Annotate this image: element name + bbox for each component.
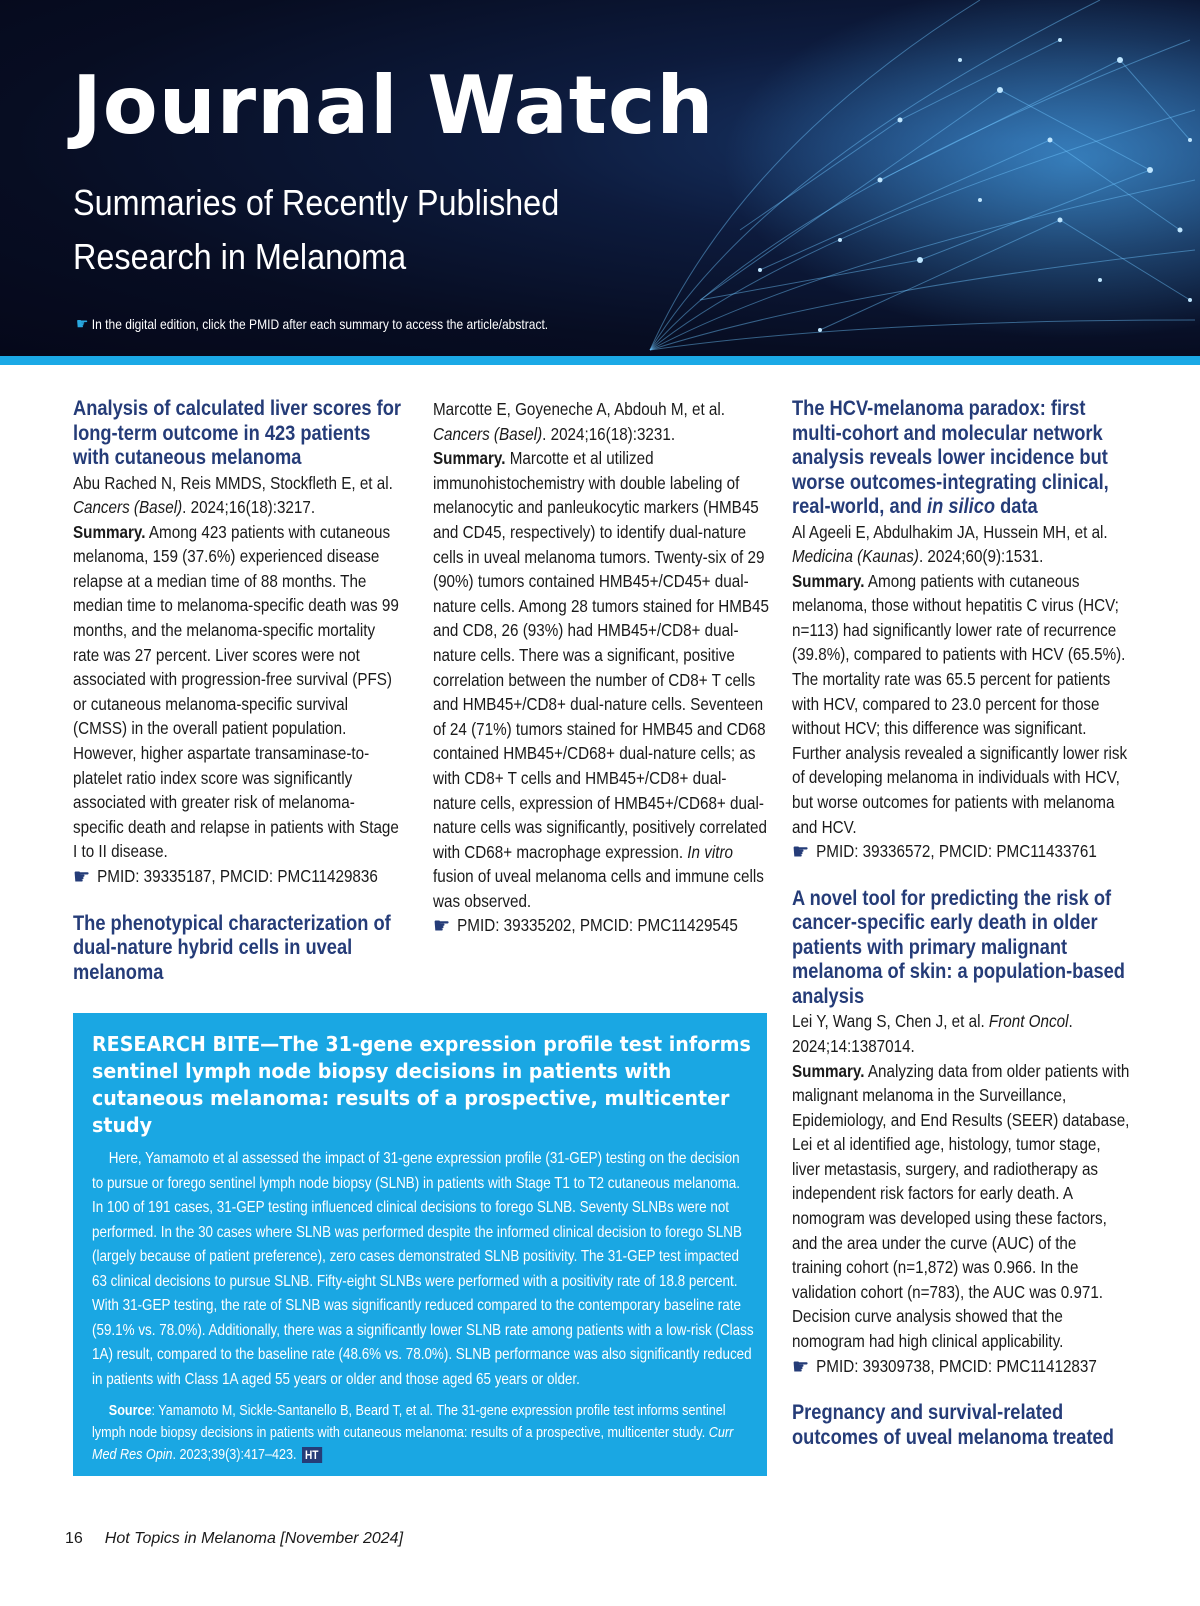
- article-2-summary-end: fusion of uveal melanoma cells and immune cells was observed.: [433, 866, 764, 911]
- digital-edition-note-text: In the digital edition, click the PMID after each summary to access the article/abstract.: [91, 316, 549, 332]
- pointing-hand-icon: ☛: [792, 1353, 810, 1379]
- pointing-hand-icon: ☛: [433, 913, 451, 939]
- article-4-pmid-text: PMID: 39309738, PMCID: PMC11412837: [816, 1355, 1097, 1376]
- article-1-citation-text: . 2024;16(18):3217.: [182, 497, 316, 518]
- article-3-citation: [792, 544, 1130, 569]
- article-1-title: Analysis of calculated liver scores for long-term outcome in 423 patients with cutaneous melanoma: [73, 397, 401, 469]
- article-4-summary-label: Summary.: [792, 1060, 865, 1081]
- article-2-pmid-text: PMID: 39335202, PMCID: PMC11429545: [457, 915, 738, 936]
- article-1-pmid-link[interactable]: [73, 864, 403, 890]
- article-2-body: [433, 397, 769, 939]
- article-4-summary-text: Analyzing data from older patients with malignant melanoma in the Surveillance, Epidemiology, and End Results (SEER) database, Lei et al identified age, histology, tumor stage, liver metastasis, surgery, and radiotherapy as independent risk factors for early death. A nomogram was developed using these factors, and the area under the curve (AUC) of the training cohort (n=1,872) was 0.966. In the validation cohort (n=783), the AUC was 0.971. Decision curve analysis showed that the nomogram had high clinical applicability.: [792, 1060, 1130, 1352]
- article-2-summary-label: Summary.: [433, 448, 506, 469]
- article-2-summary-italic: In vitro: [687, 841, 734, 862]
- article-5-title: Pregnancy and survival-related outcomes of uveal melanoma treated: [792, 1401, 1114, 1449]
- research-bite-box: [73, 1013, 767, 1476]
- article-4-citation-text: . 2024;14:1387014.: [792, 1011, 1073, 1056]
- page-subtitle: Summaries of Recently Published Research in Melanoma: [73, 182, 560, 277]
- article-3-summary-text: Among patients with cutaneous melanoma, those without hepatitis C virus (HCV; n=113) had significantly lower rate of recurrence (39.8%), compared to patients with HCV (65.5%). The mortality rate was 65.5 percent for patients with HCV, compared to 23.0 percent for those without HCV; this difference was significant. Further analysis revealed a significantly lower risk of developing melanoma in individuals with HCV, but worse outcomes for patients with melanoma and HCV.: [792, 570, 1128, 837]
- column-2: [433, 397, 769, 939]
- article-1-pmid-text: PMID: 39335187, PMCID: PMC11429836: [97, 866, 378, 886]
- article-2-summary: [433, 446, 769, 913]
- article-1-summary-text: Among 423 patients with cutaneous melanoma, 159 (37.6%) experienced disease relapse at a median time of 88 months. The median time to melanoma-specific death was 99 months, and the melanoma-specific mortality rate was 27 percent. Liver scores were not associated with progression-free survival (PFS) or cutaneous melanoma-specific survival (CMSS) in the overall patient population. However, higher aspartate transaminase-to-platelet ratio index score was significantly associated with greater risk of melanoma-specific death and relapse in patients with Stage I to II disease.: [73, 521, 399, 862]
- article-2-citation-text: . 2024;16(18):3231.: [542, 423, 676, 444]
- article-3-citation-text: . 2024;60(9):1531.: [918, 546, 1044, 567]
- article-2-journal: Cancers (Basel): [433, 423, 543, 444]
- article-4-summary: [792, 1059, 1130, 1354]
- article-3-summary-label: Summary.: [792, 570, 865, 591]
- research-bite-body: Here, Yamamoto et al assessed the impact of 31-gene expression profile (31-GEP) testing on the decision to pursue or forego sentinel lymph node biopsy (SLNB) in patients with Stage T1 to T2 cutaneous melanoma. In 100 of 191 cases, 31-GEP testing influenced clinical decisions to forego SLNB. Seventy SLNBs were not performed. In the 30 cases where SLNB was performed despite the informed clinical decision to forego SLNB (largely because of patient preference), zero cases demonstrated SLNB positivity. The 31-GEP test impacted 63 clinical decisions to pursue SLNB. Fifty-eight SLNBs were performed with a positivity rate of 18.8 percent. With 31-GEP testing, the rate of SLNB was significantly reduced compared to the contemporary baseline rate (59.1% vs. 78.0%). Additionally, there was a significantly lower SLNB rate among patients with a low-risk (Class 1A) result, compared to the baseline rate (48.6% vs. 78.0%). SLNB performance was also significantly reduced in patients with Class 1A aged 55 years or older and those aged 65 years or older.: [92, 1150, 754, 1388]
- article-4-body: [792, 1009, 1130, 1379]
- publication-name: Hot Topics in Melanoma [November 2024]: [104, 1530, 404, 1547]
- research-bite-source-journal: Curr Med Res Opin: [92, 1424, 734, 1463]
- article-4-title: A novel tool for predicting the risk of cancer-specific early death in older patients with primary malignant melanoma of skin: a population-based analysis: [792, 886, 1125, 1008]
- pointing-hand-icon: ☛: [76, 316, 89, 333]
- digital-edition-note: [76, 314, 548, 334]
- ht-badge: HT: [302, 1447, 322, 1463]
- article-1-authors: Abu Rached N, Reis MMDS, Stockfleth E, et al.: [73, 472, 393, 493]
- journal-watch-banner: [0, 0, 1200, 356]
- article-1-citation: [73, 495, 403, 520]
- article-1-journal: Cancers (Basel): [73, 497, 183, 518]
- article-3-title-text: The HCV-melanoma paradox: first multi-cohort and molecular network analysis reveals lower incidence but worse outcomes-integrating clinical, real-world, and: [792, 397, 1109, 518]
- article-3-title: [792, 397, 1130, 520]
- article-3-body: [792, 520, 1130, 865]
- column-3: [792, 397, 1130, 1450]
- research-bite-source-text: : Yamamoto M, Sickle-Santanello B, Beard T, et al. The 31-gene expression profile test informs sentinel lymph node biopsy decisions in patients with cutaneous melanoma: results of a prospective, multicenter study.: [92, 1402, 726, 1441]
- column-1: [73, 397, 403, 985]
- article-2-summary-text: Marcotte et al utilized immunohistochemistry with double labeling of melanocytic and panleukocytic markers (HMB45 and CD45, respectively) to identify dual-nature cells in uveal melanoma tumors. Twenty-six of 29 (90%) tumors contained HMB45+/CD45+ dual-nature cells. Among 28 tumors stained for HMB45 and CD8, 26 (93%) had HMB45+/CD8+ dual-nature cells. There was a significant, positive correlation between the number of CD8+ T cells and HMB45+/CD8+ dual-nature cells. Seventeen of 24 (71%) tumors stained for HMB45 and CD68 contained HMB45+/CD68+ dual-nature cells; as with CD8+ T cells and HMB45+/CD8+ dual-nature cells, expression of HMB45+/CD68+ dual-nature cells was significantly, positively correlated with CD68+ macrophage expression.: [433, 448, 769, 862]
- article-2-authors: Marcotte E, Goyeneche A, Abdouh M, et al.: [433, 399, 725, 419]
- research-bite-source: [92, 1400, 754, 1466]
- article-3-summary: [792, 569, 1130, 840]
- page-footer: [65, 1530, 403, 1548]
- article-2-pmid-link[interactable]: [433, 913, 769, 939]
- research-bite-title: RESEARCH BITE—The 31-gene expression profile test informs sentinel lymph node biopsy decisions in patients with cutaneous melanoma: results of a prospective, multicenter study: [92, 1032, 751, 1137]
- article-3-journal: Medicina (Kaunas): [792, 546, 919, 567]
- article-1-summary: [73, 520, 403, 864]
- pointing-hand-icon: ☛: [73, 864, 91, 889]
- article-3-authors: Al Ageeli E, Abdulhakim JA, Hussein MH, et al.: [792, 521, 1108, 542]
- article-1-body: [73, 471, 403, 890]
- article-3-title-end: data: [995, 495, 1038, 518]
- page-number: 16: [65, 1530, 83, 1547]
- pointing-hand-icon: ☛: [792, 839, 810, 865]
- article-3-pmid-link[interactable]: [792, 839, 1130, 865]
- page-title: Journal Watch: [72, 59, 715, 152]
- article-1-summary-label: Summary.: [73, 521, 146, 542]
- article-4-authors: Lei Y, Wang S, Chen J, et al.: [792, 1011, 989, 1032]
- research-bite-source-citation: . 2023;39(3):417–423.: [172, 1446, 297, 1463]
- article-2-title: The phenotypical characterization of dual-nature hybrid cells in uveal melanoma: [73, 911, 391, 984]
- article-2-citation: [433, 422, 769, 447]
- header-divider: [0, 356, 1200, 365]
- article-4-pmid-link[interactable]: [792, 1354, 1130, 1380]
- research-bite-source-label: Source: [108, 1402, 152, 1419]
- article-4-citation: [792, 1009, 1130, 1058]
- article-3-pmid-text: PMID: 39336572, PMCID: PMC11433761: [816, 841, 1097, 862]
- article-3-title-italic: in silico: [927, 495, 996, 518]
- article-4-journal: Front Oncol: [988, 1011, 1069, 1032]
